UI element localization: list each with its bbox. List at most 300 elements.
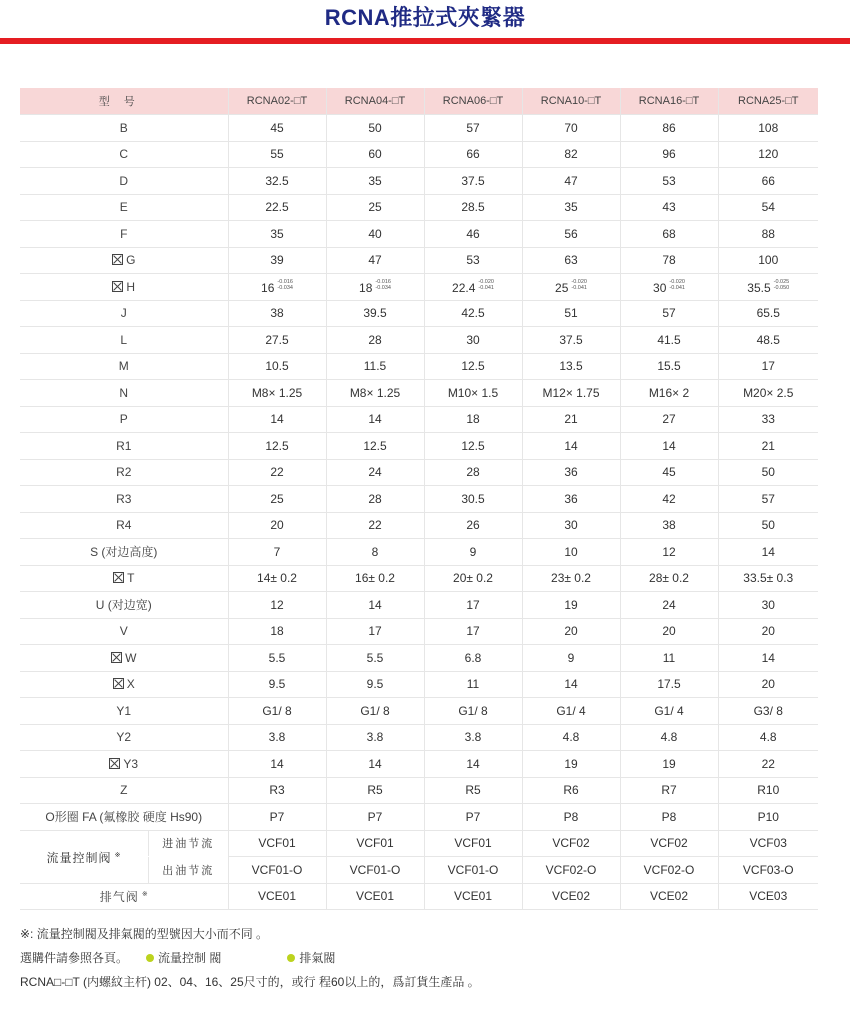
cell-value: R5 <box>465 783 481 798</box>
tolerance-lower: -0.034 <box>277 284 293 291</box>
cell-value: 8 <box>371 544 379 559</box>
table-cell <box>228 883 326 910</box>
cell-value: 22 <box>270 465 284 480</box>
cell-value: 35 <box>368 173 382 188</box>
table-cell <box>228 512 326 539</box>
cell-value: 27.5 <box>265 332 289 347</box>
table-cell <box>424 300 522 327</box>
table-cell <box>522 380 620 407</box>
table-cell <box>620 777 718 804</box>
table-cell <box>718 353 818 380</box>
table-cell <box>326 221 424 248</box>
legend-exhaust: 排氣閥 <box>299 951 336 965</box>
cell-value: 12.5 <box>461 438 485 453</box>
cell-value: 9.5 <box>366 677 384 692</box>
cell-value: 54 <box>761 200 775 215</box>
table-cell <box>424 565 522 592</box>
cell-value: 10 <box>564 544 578 559</box>
cell-value: VCF02-O <box>545 862 597 877</box>
cell-value: VCF01-O <box>447 862 499 877</box>
cell-value: 53 <box>466 253 480 268</box>
table-cell <box>522 274 620 301</box>
note-line-2 <box>20 946 830 970</box>
table-cell <box>326 830 424 857</box>
cell-value: G1/ 8 <box>458 703 488 718</box>
cell-value: 20 <box>564 624 578 639</box>
cell-value: 17 <box>761 359 775 374</box>
row-label <box>20 883 228 910</box>
row-label-text: R2 <box>116 465 132 480</box>
table-cell <box>424 671 522 698</box>
table-cell <box>718 830 818 857</box>
table-cell <box>326 194 424 221</box>
row-label-text: Y2 <box>116 730 132 745</box>
cell-value: 55 <box>270 147 284 162</box>
cell-value: 4.8 <box>562 730 580 745</box>
table-cell <box>228 486 326 513</box>
table-cell <box>718 459 818 486</box>
table-cell <box>522 592 620 619</box>
cell-value: 30 <box>761 597 775 612</box>
table-cell <box>620 751 718 778</box>
cell-value: 11 <box>466 677 480 692</box>
table-cell <box>228 751 326 778</box>
cell-value: VCF01-O <box>349 862 401 877</box>
table-cell <box>522 751 620 778</box>
cell-value: 22 <box>368 518 382 533</box>
table-cell <box>228 194 326 221</box>
table-cell <box>620 194 718 221</box>
row-label-text: H <box>126 279 136 294</box>
cell-value: 51 <box>564 306 578 321</box>
cell-value: 96 <box>662 147 676 162</box>
cell-value: 25 <box>270 491 284 506</box>
table-cell <box>620 565 718 592</box>
table-cell <box>620 274 718 301</box>
table-cell <box>620 380 718 407</box>
table-cell <box>228 671 326 698</box>
note-line-3: RCNA□-□T (内螺紋主杆) 02、04、16、25尺寸的，或行 程60以上的，爲訂貨生產品 。 <box>20 975 480 989</box>
table-cell <box>424 406 522 433</box>
legend-dot-icon <box>146 954 154 962</box>
table-row <box>20 486 818 513</box>
row-label <box>20 141 228 168</box>
table-row <box>20 777 818 804</box>
cell-value: 35 <box>564 200 578 215</box>
cell-value: 17.5 <box>657 677 681 692</box>
table-cell <box>424 830 522 857</box>
cell-value: 19 <box>564 597 578 612</box>
table-cell <box>228 115 326 142</box>
table-cell <box>522 724 620 751</box>
table-cell <box>326 645 424 672</box>
row-label-text: P <box>119 412 128 427</box>
row-label-text: M <box>118 359 129 374</box>
row-label-text: W <box>125 650 137 665</box>
cell-value: 27 <box>662 412 676 427</box>
cell-value: 11.5 <box>363 359 387 374</box>
table-cell <box>326 804 424 831</box>
table-cell <box>718 883 818 910</box>
table-cell <box>718 486 818 513</box>
row-label <box>20 353 228 380</box>
table-cell <box>228 724 326 751</box>
cell-value: 12.5 <box>461 359 485 374</box>
row-label <box>20 592 228 619</box>
cell-value: 10.5 <box>265 359 289 374</box>
table-row <box>20 459 818 486</box>
cell-value: 24 <box>662 597 676 612</box>
footnote-mark: ※ <box>114 852 122 860</box>
cell-value: 14 <box>761 544 775 559</box>
row-label <box>20 804 228 831</box>
table-row <box>20 327 818 354</box>
cell-value: 48.5 <box>756 332 780 347</box>
table-cell <box>522 698 620 725</box>
tolerance-upper: -0.016 <box>375 278 391 285</box>
table-cell <box>522 406 620 433</box>
table-cell <box>718 380 818 407</box>
table-cell <box>228 380 326 407</box>
row-label-text: R1 <box>116 438 132 453</box>
table-cell <box>228 592 326 619</box>
row-label-text: O形圈 FA (氟橡胶 硬度 Hs90) <box>45 810 203 825</box>
note-options-text: 選購件請參照各頁。 <box>20 951 129 965</box>
table-cell <box>522 486 620 513</box>
row-label <box>20 830 228 866</box>
cell-value: 12 <box>662 544 676 559</box>
cell-value: 15.5 <box>657 359 681 374</box>
tolerance-lower: -0.041 <box>669 284 685 291</box>
row-label <box>20 698 228 725</box>
cell-value: 30 <box>653 280 667 295</box>
table-cell <box>522 804 620 831</box>
table-cell <box>228 830 326 857</box>
cell-value: 37.5 <box>461 173 485 188</box>
cell-value: R7 <box>661 783 677 798</box>
table-cell <box>228 221 326 248</box>
cell-value: VCE01 <box>257 889 297 904</box>
row-label <box>20 618 228 645</box>
table-cell <box>522 459 620 486</box>
cell-value: 14 <box>270 756 284 771</box>
cell-value: 17 <box>466 597 480 612</box>
tolerance <box>774 279 790 291</box>
table-cell <box>718 565 818 592</box>
row-label-text: Y1 <box>116 703 132 718</box>
cell-value: 6.8 <box>464 650 482 665</box>
cell-value: 47 <box>564 173 578 188</box>
header-model: RCNA10-□T <box>522 88 620 115</box>
footnote-mark: ※ <box>141 890 148 898</box>
table-cell <box>620 592 718 619</box>
table-cell <box>522 115 620 142</box>
spec-table <box>20 88 818 910</box>
table-cell <box>620 221 718 248</box>
cell-value: 60 <box>368 147 382 162</box>
row-label-text: J <box>120 306 127 321</box>
cell-value: 16 <box>261 280 275 295</box>
cell-value: 20 <box>761 624 775 639</box>
table-cell <box>326 486 424 513</box>
table-cell <box>718 645 818 672</box>
table-header-row <box>20 88 818 115</box>
table-cell <box>228 247 326 274</box>
flow-control-group-label <box>20 849 148 866</box>
cell-value: 7 <box>273 544 281 559</box>
row-label <box>20 645 228 672</box>
table-cell <box>326 353 424 380</box>
table-cell <box>620 486 718 513</box>
row-label-text: T <box>127 571 135 586</box>
flow-sub-label: 出油节流 <box>162 864 215 877</box>
cell-value: 14 <box>368 412 382 427</box>
page-title: RCNA推拉式夾緊器 <box>324 5 526 30</box>
row-label-text: Y3 <box>123 756 139 771</box>
table-cell <box>424 486 522 513</box>
table-row <box>20 698 818 725</box>
row-label-text: V <box>119 624 128 639</box>
cell-value: 20 <box>270 518 284 533</box>
table-cell <box>522 141 620 168</box>
cell-value: 21 <box>564 412 578 427</box>
table-cell <box>326 168 424 195</box>
table-cell <box>424 645 522 672</box>
row-label <box>20 274 228 301</box>
table-cell <box>718 300 818 327</box>
notes <box>20 922 830 994</box>
table-cell <box>620 512 718 539</box>
dimension-mark-icon <box>113 678 124 689</box>
cell-value: 47 <box>368 253 382 268</box>
table-cell <box>326 618 424 645</box>
table-cell <box>522 221 620 248</box>
cell-value: 70 <box>564 120 578 135</box>
table-cell <box>424 698 522 725</box>
cell-value: 25 <box>555 280 569 295</box>
cell-value: P8 <box>661 809 677 824</box>
table-cell <box>326 777 424 804</box>
cell-value: 14 <box>564 438 578 453</box>
cell-value: 18 <box>359 280 373 295</box>
cell-value: 68 <box>662 226 676 241</box>
cell-value: 24 <box>368 465 382 480</box>
table-cell <box>228 300 326 327</box>
table-cell <box>228 698 326 725</box>
cell-value: 40 <box>368 226 382 241</box>
row-label <box>20 327 228 354</box>
table-cell <box>522 194 620 221</box>
table-row <box>20 804 818 831</box>
table-cell <box>424 115 522 142</box>
row-label <box>20 380 228 407</box>
table-cell <box>620 857 718 884</box>
table-cell <box>326 247 424 274</box>
row-label <box>20 486 228 513</box>
table-cell <box>228 565 326 592</box>
cell-value: R10 <box>757 783 780 798</box>
tolerance-upper: -0.016 <box>277 278 293 285</box>
table-cell <box>620 115 718 142</box>
cell-value: 9 <box>469 544 477 559</box>
cell-value: 57 <box>761 491 775 506</box>
table-cell <box>424 751 522 778</box>
row-label-text: L <box>120 332 128 347</box>
row-label-text: F <box>120 226 128 241</box>
cell-value: 28 <box>368 332 382 347</box>
cell-value: 82 <box>564 147 578 162</box>
tolerance-upper: -0.025 <box>773 278 790 285</box>
table-cell <box>228 168 326 195</box>
table-cell <box>326 512 424 539</box>
cell-value: 28 <box>466 465 480 480</box>
table-cell <box>326 592 424 619</box>
cell-value: 14 <box>270 412 284 427</box>
cell-value: 66 <box>466 147 480 162</box>
table-cell <box>424 883 522 910</box>
row-label-text: N <box>119 385 129 400</box>
table-row <box>20 618 818 645</box>
table-row <box>20 539 818 566</box>
cell-value: VCE02 <box>551 889 591 904</box>
table-cell <box>718 698 818 725</box>
table-cell <box>326 459 424 486</box>
legend-dot-icon <box>287 954 295 962</box>
cell-value: M12× 1.75 <box>542 385 600 400</box>
cell-value: 12.5 <box>363 438 387 453</box>
cell-value: 30 <box>466 332 480 347</box>
cell-value: 25 <box>368 200 382 215</box>
table-cell <box>424 512 522 539</box>
table-cell <box>718 592 818 619</box>
table-row <box>20 247 818 274</box>
table-cell <box>522 857 620 884</box>
cell-value: 57 <box>662 306 676 321</box>
table-cell <box>620 804 718 831</box>
table-cell <box>228 353 326 380</box>
cell-value: 28± 0.2 <box>649 571 689 586</box>
cell-value: 9 <box>567 650 575 665</box>
cell-value: 17 <box>368 624 382 639</box>
table-cell <box>620 698 718 725</box>
table-cell <box>326 857 424 884</box>
cell-value: 50 <box>368 120 382 135</box>
row-label <box>20 459 228 486</box>
cell-value: 26 <box>466 518 480 533</box>
tolerance <box>571 279 587 291</box>
cell-value: 53 <box>662 173 676 188</box>
cell-value: VCE01 <box>453 889 493 904</box>
header-model-label: 型号 <box>20 88 228 115</box>
cell-value: 32.5 <box>265 173 289 188</box>
table-cell <box>424 327 522 354</box>
cell-value: P7 <box>465 809 481 824</box>
table-cell <box>424 459 522 486</box>
table-cell <box>326 380 424 407</box>
cell-value: G1/ 8 <box>360 703 390 718</box>
table-cell <box>424 618 522 645</box>
row-label <box>20 406 228 433</box>
cell-value: 13.5 <box>559 359 583 374</box>
row-label <box>20 539 228 566</box>
table-row <box>20 115 818 142</box>
cell-value: P8 <box>563 809 579 824</box>
table-cell <box>326 300 424 327</box>
table-cell <box>522 168 620 195</box>
row-label-text: S (对边高度) <box>90 545 158 560</box>
table-cell <box>326 115 424 142</box>
cell-value: M20× 2.5 <box>743 385 794 400</box>
cell-value: M8× 1.25 <box>251 385 303 400</box>
table-cell <box>326 274 424 301</box>
table-cell <box>718 274 818 301</box>
cell-value: 38 <box>270 306 284 321</box>
table-row <box>20 141 818 168</box>
cell-value: G1/ 4 <box>654 703 684 718</box>
table-cell <box>424 274 522 301</box>
legend-flow-control: 流量控制 閥 <box>158 951 222 965</box>
cell-value: 36 <box>564 465 578 480</box>
table-cell <box>326 565 424 592</box>
table-cell <box>228 804 326 831</box>
table-cell <box>522 671 620 698</box>
table-cell <box>522 512 620 539</box>
cell-value: M10× 1.5 <box>447 385 499 400</box>
table-cell <box>424 433 522 460</box>
table-cell <box>620 645 718 672</box>
table-cell <box>326 883 424 910</box>
row-label-text: U (对边宽) <box>95 598 152 613</box>
cell-value: 35 <box>270 226 284 241</box>
table-cell <box>718 777 818 804</box>
row-label <box>20 115 228 142</box>
cell-value: 45 <box>270 120 284 135</box>
table-cell <box>228 618 326 645</box>
tolerance-upper: -0.020 <box>478 278 494 285</box>
cell-value: 20 <box>761 677 775 692</box>
cell-value: G1/ 8 <box>262 703 292 718</box>
cell-value: 33 <box>761 412 775 427</box>
cell-value: 4.8 <box>660 730 678 745</box>
table-cell <box>326 433 424 460</box>
table-cell <box>620 327 718 354</box>
row-label <box>20 433 228 460</box>
cell-value: P7 <box>269 809 285 824</box>
cell-value: 120 <box>758 147 779 162</box>
cell-value: VCE01 <box>355 889 395 904</box>
table-row <box>20 671 818 698</box>
cell-value: VCE02 <box>649 889 689 904</box>
cell-value: VCF02 <box>552 836 590 851</box>
row-label <box>20 724 228 751</box>
table-cell <box>228 857 326 884</box>
cell-value: 39 <box>270 253 284 268</box>
cell-value: G3/ 8 <box>753 703 783 718</box>
cell-value: 30.5 <box>461 491 485 506</box>
cell-value: VCF01-O <box>251 862 303 877</box>
cell-value: 22 <box>761 756 775 771</box>
cell-value: 42.5 <box>461 306 485 321</box>
table-cell <box>718 115 818 142</box>
tolerance-upper: -0.020 <box>669 278 685 285</box>
cell-value: 88 <box>761 226 775 241</box>
cell-value: R6 <box>563 783 579 798</box>
cell-value: 5.5 <box>366 650 384 665</box>
tolerance-lower: -0.050 <box>773 284 790 291</box>
table-row <box>20 353 818 380</box>
dimension-mark-icon <box>111 652 122 663</box>
cell-value: VCF02 <box>650 836 688 851</box>
